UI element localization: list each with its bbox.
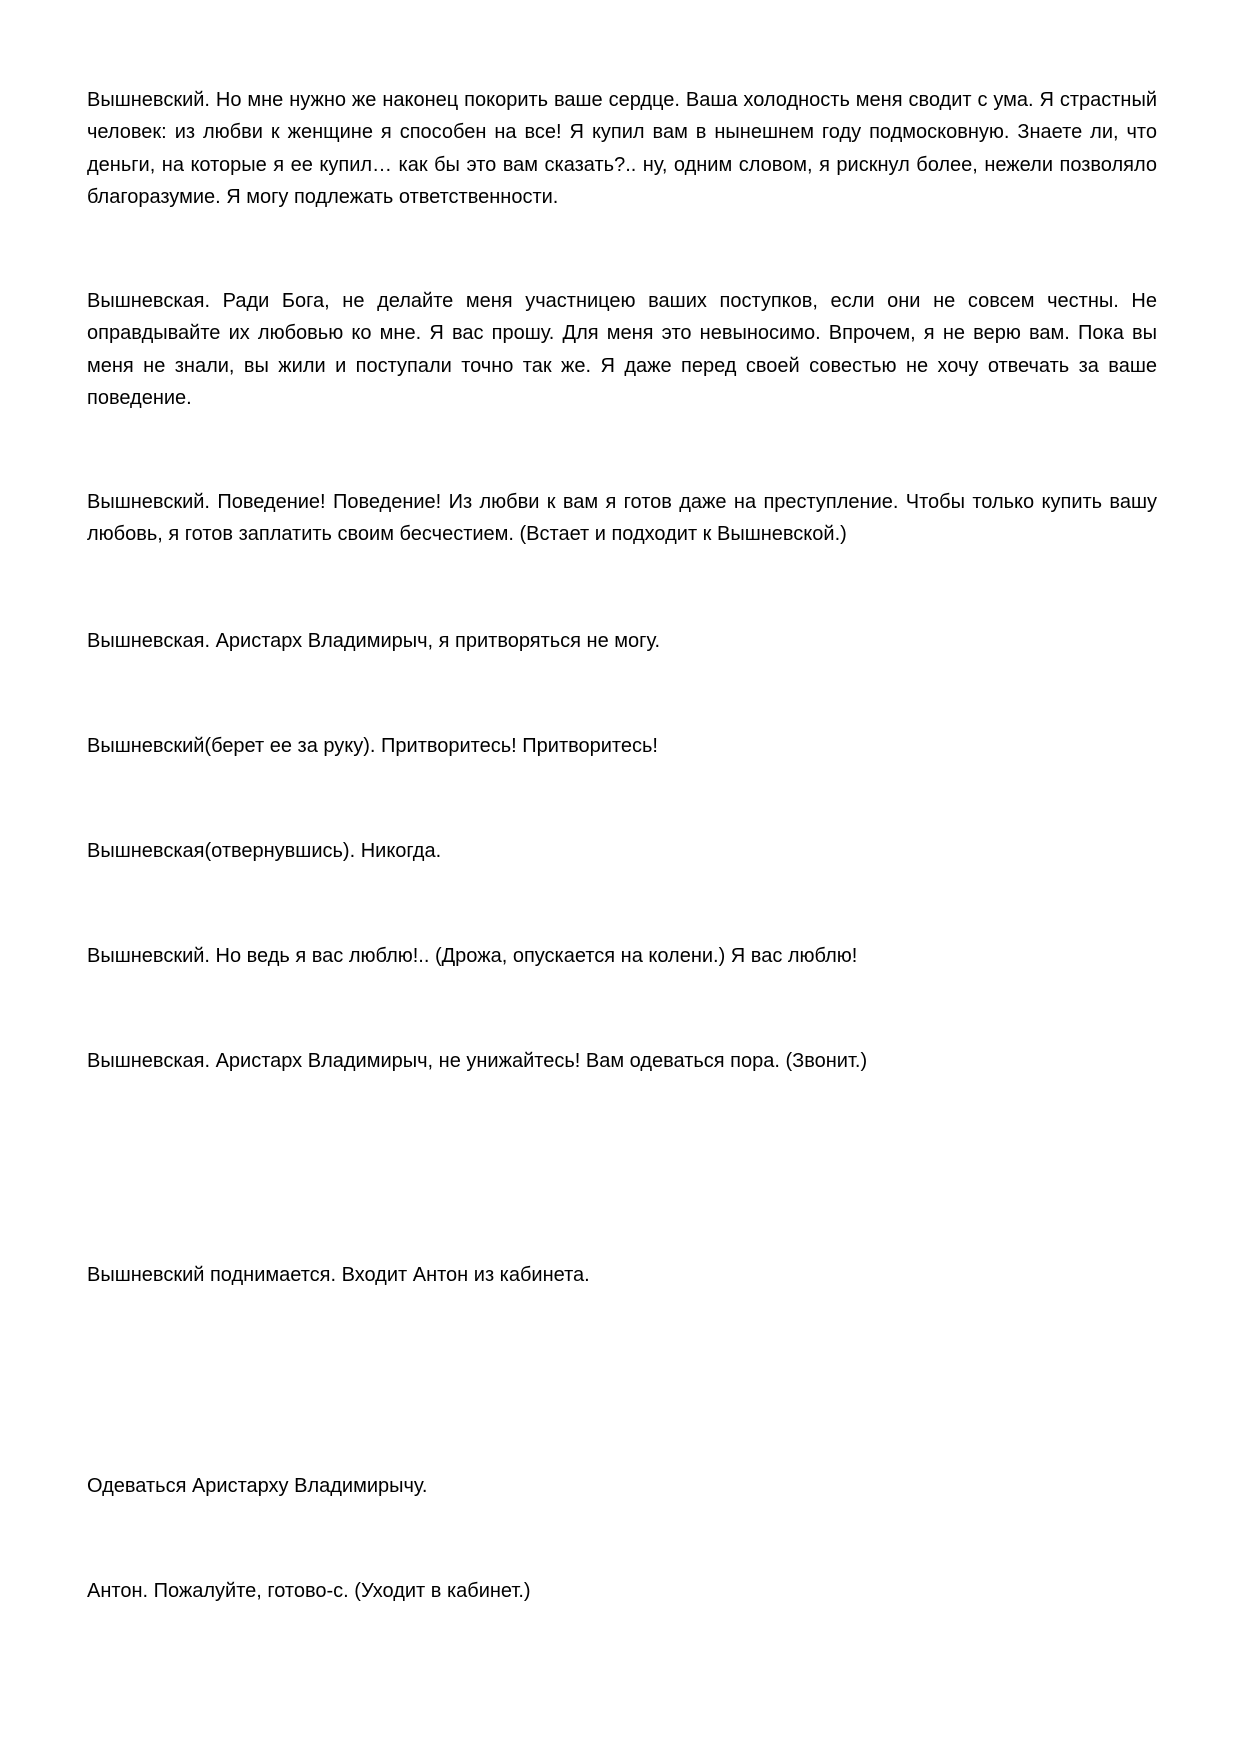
paragraph-anton-ready: Антон. Пожалуйте, готово-с. (Уходит в кабинет.)	[87, 1580, 531, 1602]
paragraph-vyshnevsky-pretend: Вышневский(берет ее за руку). Притворитесь! Притворитесь!	[87, 735, 658, 757]
paragraph-vyshnevskaya-never: Вышневская(отвернувшись). Никогда.	[87, 840, 442, 862]
paragraph-vyshnevsky-heart: Вышневский. Но мне нужно же наконец покорить ваше сердце. Ваша холодность меня сводит с ума. Я страстный человек: из любви к женщине я способен на все! Я купил вам в нынешнем году подмосковную. Знаете ли, что деньги, на которые я ее купил… как бы это вам сказать?.. ну, одним словом, я рискнул более, нежели позволяло благоразумие. Я могу подлежать ответственности.	[87, 89, 1157, 208]
paragraph-vyshnevsky-crime: Вышневский. Поведение! Поведение! Из любви к вам я готов даже на преступление. Чтобы только купить вашу любовь, я готов заплатить своим бесчестием. (Встает и подходит к Вышневской.)	[87, 491, 1157, 546]
paragraph-vyshnevskaya-cannot-pretend: Вышневская. Аристарх Владимирыч, я притворяться не могу.	[87, 630, 660, 652]
paragraph-vyshnevskaya-rings: Вышневская. Аристарх Владимирыч, не унижайтесь! Вам одеваться пора. (Звонит.)	[87, 1050, 868, 1072]
stage-direction-anton-enters: Вышневский поднимается. Входит Антон из кабинета.	[87, 1264, 590, 1286]
paragraph-vyshnevsky-love: Вышневский. Но ведь я вас люблю!.. (Дрожа, опускается на колени.) Я вас люблю!	[87, 945, 858, 967]
paragraph-vyshnevskaya-honesty: Вышневская. Ради Бога, не делайте меня участницею ваших поступков, если они не совсем честны. Не оправдывайте их любовью ко мне. Я вас прошу. Для меня это невыносимо. Впрочем, я не верю вам. Пока вы меня не знали, вы жили и поступали точно так же. Я даже перед своей совестью не хочу отвечать за ваше поведение.	[87, 290, 1157, 409]
paragraph-dress-order: Одеваться Аристарху Владимирычу.	[87, 1475, 428, 1497]
